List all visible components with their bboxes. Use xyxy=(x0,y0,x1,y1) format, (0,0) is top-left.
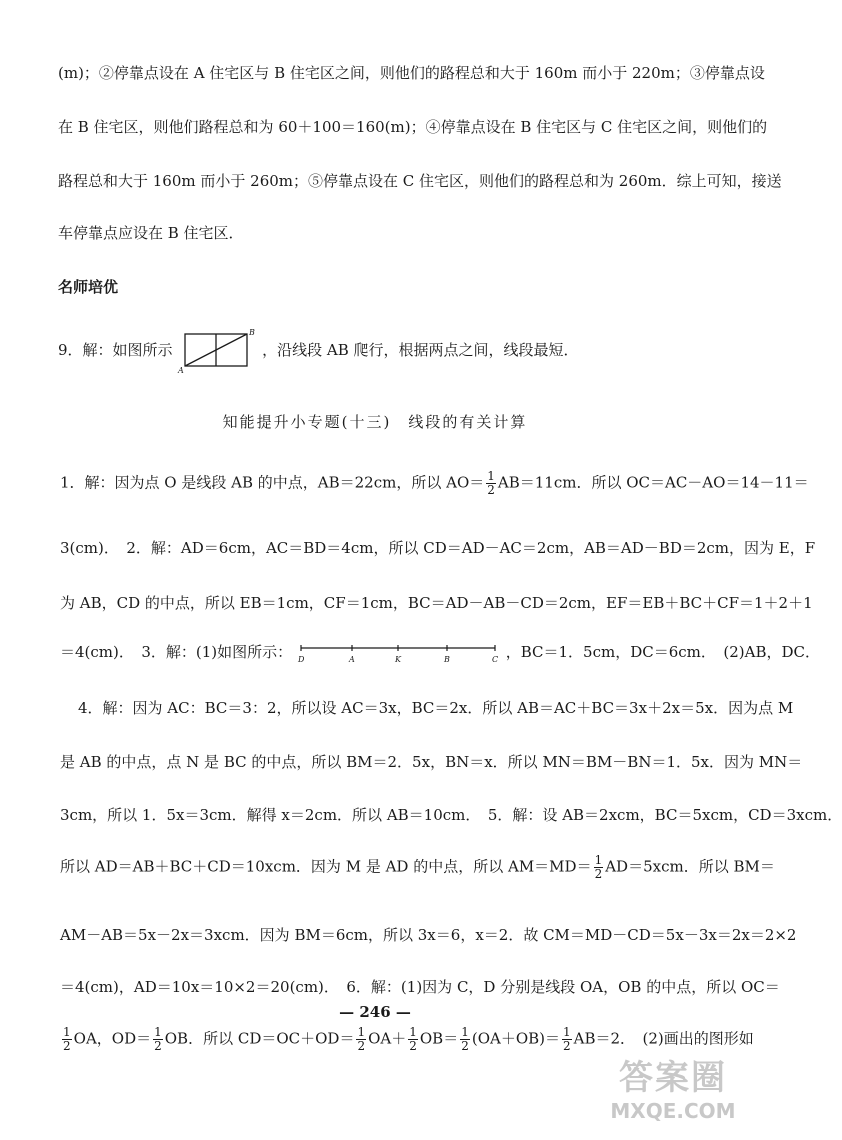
answer-line-7: 3cm，所以 1．5x＝3cm．解得 x＝2cm．所以 AB＝10cm． 5．解：设 AB＝2xcm，BC＝5xcm，CD＝3xcm． xyxy=(60,806,842,824)
answer-line-5: 4．解：因为 AC：BC＝3：2，所以设 AC＝3x，BC＝2x．所以 AB＝AC＋BC＝3x＋2x＝5x．因为点 M xyxy=(78,699,794,717)
fraction-half: $\frac{1}{2}$ xyxy=(563,1025,571,1053)
answer-line-1 xyxy=(60,470,809,497)
answer-11-text-b: OB．所以 CD＝OC＋OD＝ xyxy=(164,1029,355,1048)
answer-11-text-a: OA，OD＝ xyxy=(73,1029,152,1048)
answer-11-text-e: (OA＋OB)＝ xyxy=(471,1029,560,1048)
answer-line-2: 3(cm)． 2．解：AD＝6cm，AC＝BD＝4cm，所以 CD＝AD－AC＝2cm，AB＝AD－BD＝2cm，因为 E，F xyxy=(60,539,816,557)
fraction-half: $\frac{1}{2}$ xyxy=(487,469,495,497)
point-b-label: B xyxy=(249,328,256,337)
answer-line-6: 是 AB 的中点，点 N 是 BC 的中点，所以 BM＝2．5x，BN＝x．所以 MN＝BM－BN＝1．5x．因为 MN＝ xyxy=(60,753,803,771)
point-b-label: B xyxy=(443,655,450,664)
watermark-bottom: MXQE.COM xyxy=(610,1099,736,1123)
problem-9 xyxy=(58,328,579,374)
text-line-3: 路程总和大于 160m 而小于 260m；⑤停靠点设在 C 住宅区，则他们的路程总和为 260m．综上可知，接送 xyxy=(58,172,782,190)
fraction-half: $\frac{1}{2}$ xyxy=(357,1025,366,1053)
fraction-half: $\frac{1}{2}$ xyxy=(63,1025,71,1053)
answer-1-text-a: 1．解：因为点 O 是线段 AB 的中点，AB＝22cm，所以 AO＝ xyxy=(60,473,485,492)
fraction-half: $\frac{1}{2}$ xyxy=(154,1025,162,1053)
answer-1-text-b: AB＝11cm．所以 OC＝AC－AO＝14－11＝ xyxy=(497,473,809,492)
text-line-1: (m)；②停靠点设在 A 住宅区与 B 住宅区之间，则他们的路程总和大于 160m 而小于 220m；③停靠点设 xyxy=(58,64,765,82)
point-k-label: K xyxy=(394,655,401,664)
answer-line-4 xyxy=(60,640,820,666)
fraction-half: $\frac{1}{2}$ xyxy=(461,1025,469,1053)
point-d-label: D xyxy=(297,655,305,664)
page-number: — 246 — xyxy=(339,1003,411,1021)
point-a-label: A xyxy=(178,366,185,375)
watermark-logo xyxy=(608,1050,738,1130)
point-c-label: C xyxy=(491,655,499,664)
section-heading: 名师培优 xyxy=(58,278,119,296)
point-a-label: A xyxy=(348,655,355,664)
problem-9-text-b: ，沿线段 AB 爬行，根据两点之间，线段最短． xyxy=(262,341,579,359)
watermark-top: 答案圈 xyxy=(619,1058,727,1098)
text-line-4: 车停靠点应设在 B 住宅区． xyxy=(58,224,244,242)
answer-line-3: 为 AB，CD 的中点，所以 EB＝1cm，CF＝1cm，BC＝AD－AB－CD＝2cm，EF＝EB＋BC＋CF＝1＋2＋1 xyxy=(60,594,813,612)
problem-9-text-a: 9．解：如图所示 xyxy=(58,341,173,359)
answer-line-8 xyxy=(60,854,775,881)
answer-line-10: ＝4(cm)，AD＝10x＝10×2＝20(cm)． 6．解：(1)因为 C，D 分别是线段 OA，OB 的中点，所以 OC＝ xyxy=(60,978,780,996)
answer-11-text-f: AB＝2． (2)画出的图形如 xyxy=(573,1029,754,1048)
segment-figure xyxy=(297,640,501,666)
answer-line-9: AM－AB＝5x－2x＝3xcm．因为 BM＝6cm，所以 3x＝6，x＝2．故 CM＝MD－CD＝5x－3x＝2x＝2×2 xyxy=(60,926,797,944)
answer-4-text-b: ，BC＝1．5cm，DC＝6cm． (2)AB，DC． xyxy=(505,643,821,661)
fraction-half: $\frac{1}{2}$ xyxy=(409,1025,417,1053)
fraction-half: $\frac{1}{2}$ xyxy=(594,853,603,881)
answer-line-11 xyxy=(60,1026,754,1053)
section-title: 知能提升小专题(十三) 线段的有关计算 xyxy=(222,413,528,431)
answer-4-text-a: ＝4(cm)． 3．解：(1)如图所示： xyxy=(60,643,293,661)
text-line-2: 在 B 住宅区，则他们路程总和为 60＋100＝160(m)；④停靠点设在 B 住宅区与 C 住宅区之间，则他们的 xyxy=(58,118,768,136)
answer-11-text-d: OB＝ xyxy=(419,1029,459,1048)
answer-11-text-c: OA＋ xyxy=(368,1029,407,1048)
answer-8-text-b: AD＝5xcm．所以 BM＝ xyxy=(605,857,775,876)
rectangle-diagonal-figure xyxy=(177,328,257,374)
answer-8-text-a: 所以 AD＝AB＋BC＋CD＝10xcm．因为 M 是 AD 的中点，所以 AM＝MD＝ xyxy=(60,857,592,876)
